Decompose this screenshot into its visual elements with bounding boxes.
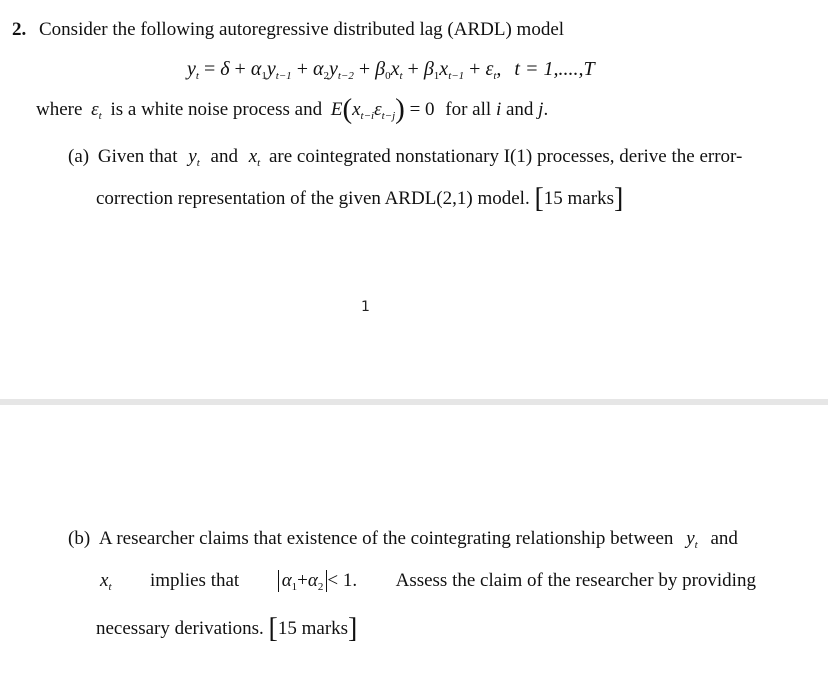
part-a-line1: (a) Given that $y_t$ and $x_t$ are cointegrated nonstationary I(1) processes, derive the error-: [68, 146, 743, 169]
where-line: where $\varepsilon_t$ is a white noise process and $E(x_{t-i}\varepsilon_{t-j}) = 0$ for all i and j.: [36, 93, 549, 125]
equation-range: t = 1,....,T: [514, 58, 595, 80]
part-b-line1: (b) A researcher claims that existence of the cointegrating relationship between $y_t$ and: [68, 528, 738, 551]
question-intro-line: [12, 19, 564, 41]
question-intro: Consider the following autoregressive distributed lag (ARDL) model: [39, 19, 565, 40]
part-b-label: (b): [68, 528, 91, 549]
part-b-marks: 15 marks: [277, 618, 349, 639]
ardl-equation: $y_t = \delta + \alpha_1y_{t-1} + \alpha_2y_{t-2} + \beta_0x_t + \beta_1x_{t-1} + \varepsilon_t$, t = 1,....,T: [187, 58, 595, 82]
part-a-line2: correction representation of the given ARDL(2,1) model. [15 marks]: [96, 183, 624, 214]
part-a-marks: 15 marks: [543, 188, 614, 209]
part-b-line3: necessary derivations. [15 marks]: [96, 613, 358, 644]
part-b-line2: $x_t$ implies that $\alpha_1+\alpha_2 < 1$. Assess the claim of the researcher by providing: [100, 570, 756, 593]
page-number: 1: [361, 299, 370, 315]
part-a-label: (a): [68, 146, 90, 167]
question-number: 2.: [12, 19, 27, 40]
page-separator: [0, 399, 828, 405]
